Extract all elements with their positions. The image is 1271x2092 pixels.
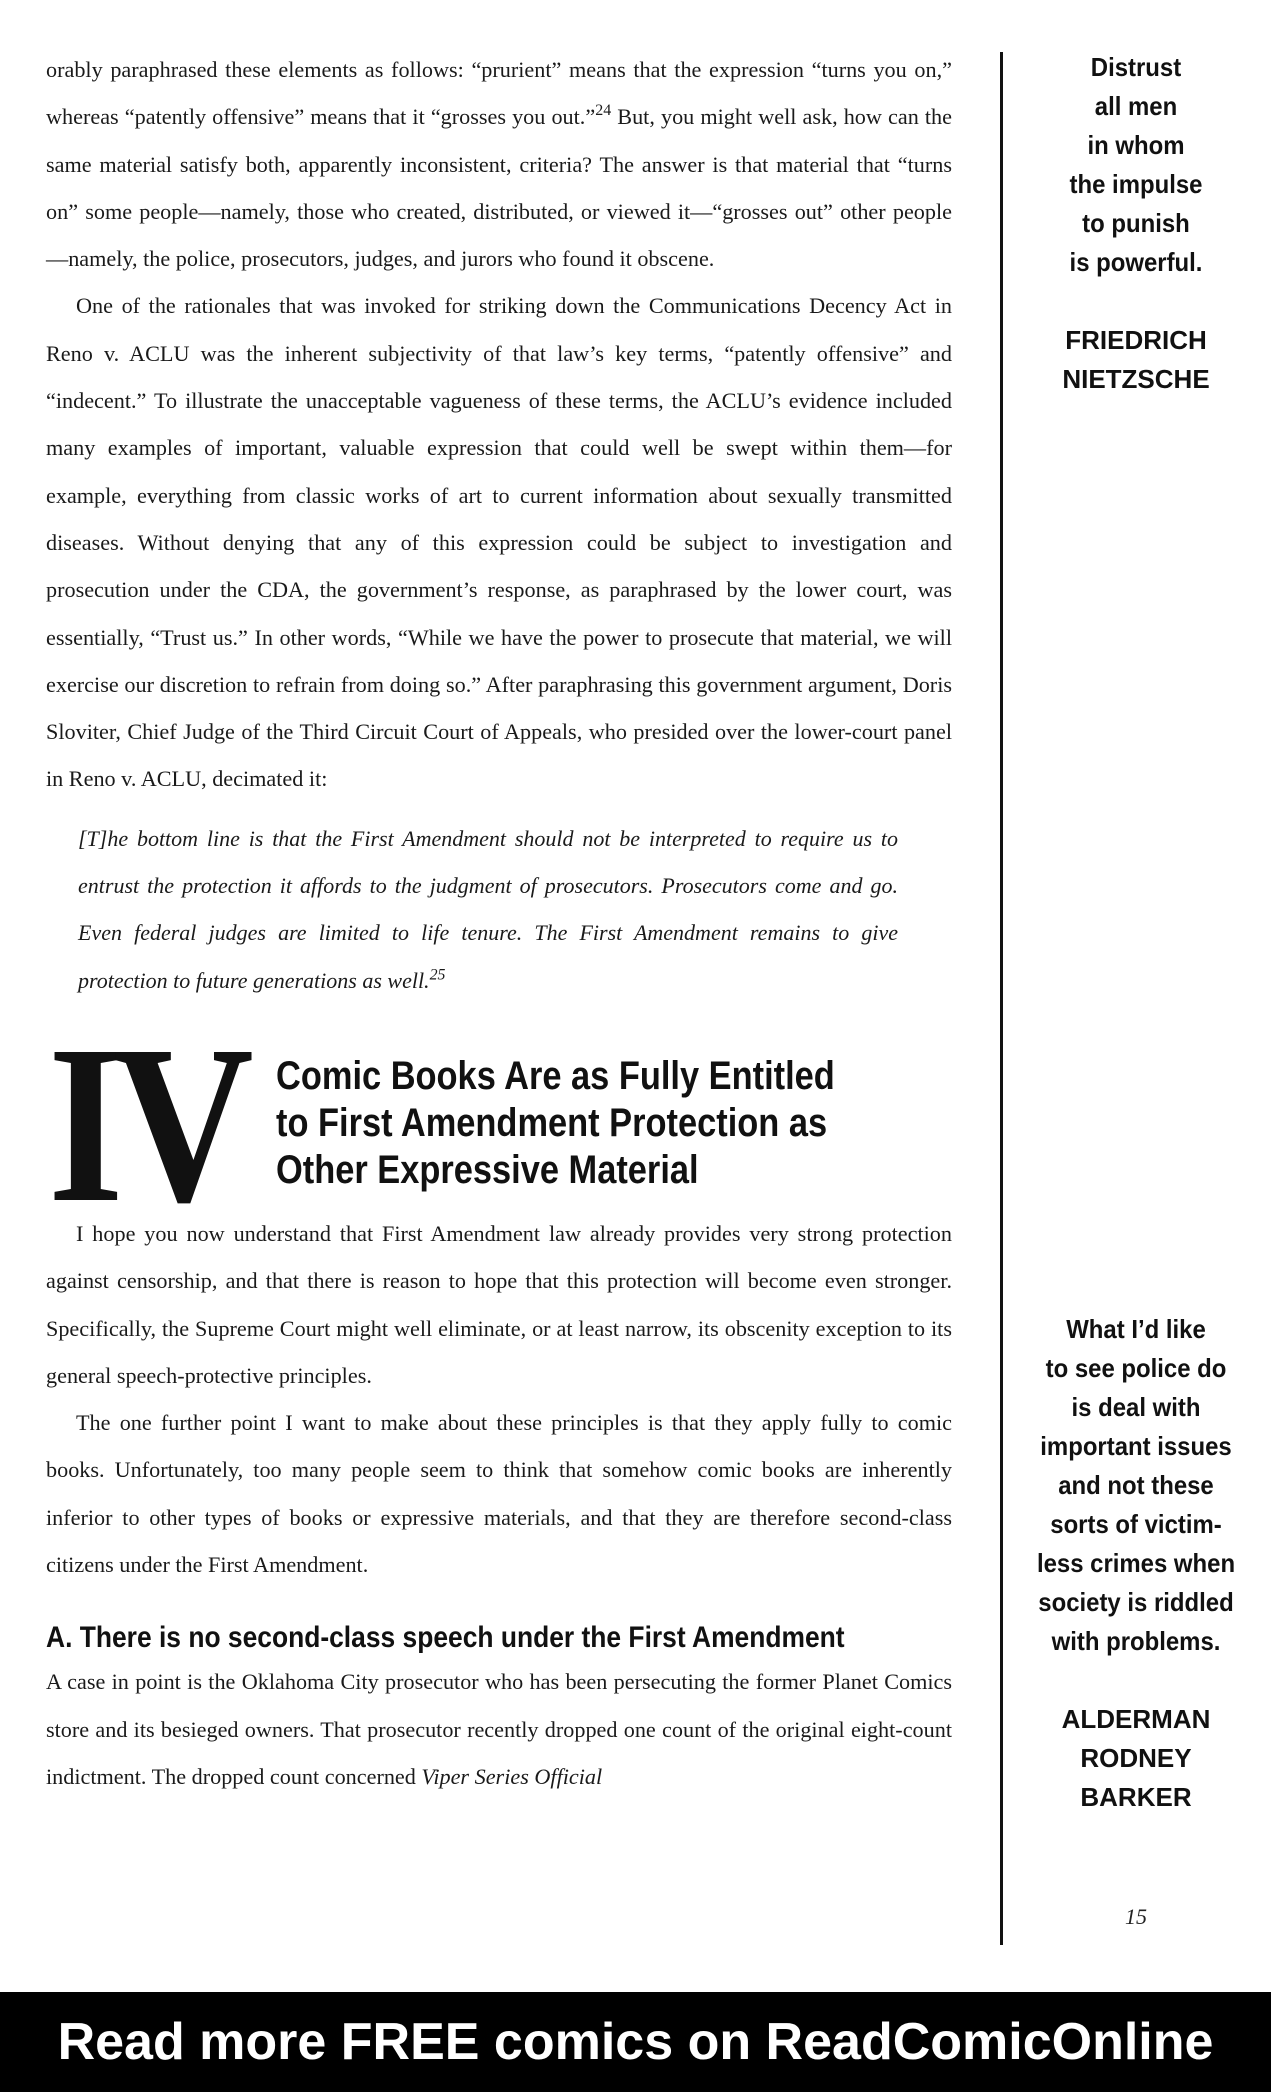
promo-banner-link[interactable]: Read more FREE comics on ReadComicOnline	[0, 1992, 1271, 2092]
subsection-title: A. There is no second-class speech under the First Amendment	[46, 1621, 845, 1655]
paragraph-1-text: orably paraphrased these elements as follows: “prurient” means that the expression “turns you on,” whereas “patently offensive” means that it “grosses you out.”	[46, 57, 952, 130]
footnote-24[interactable]: 24	[595, 102, 612, 120]
attribution-1-line: FRIEDRICH	[1065, 325, 1207, 355]
pull-quote-2-line: with problems.	[1051, 1626, 1221, 1656]
attribution-2-line: RODNEY	[1080, 1743, 1192, 1773]
attribution-1	[1012, 321, 1260, 399]
block-quote	[78, 815, 898, 1004]
pull-quote-2-line: society is riddled	[1038, 1587, 1234, 1617]
attribution-2-line: BARKER	[1080, 1782, 1192, 1812]
pull-quote-2-line: What I’d like	[1066, 1314, 1206, 1344]
sidebar-quote-nietzsche	[1012, 48, 1260, 399]
attribution-1-line: NIETZSCHE	[1062, 364, 1210, 394]
paragraph-2: One of the rationales that was invoked for striking down the Communications Decency Act in Reno v. ACLU was the inherent subjectivity of that law’s key terms, “patently offensive” and “indecent.” To illustrate the unacceptable vagueness of these terms, the ACLU’s evidence included many examples of important, valuable expression that could well be swept within them—for example, everything from classic works of art to current information about sexually transmitted diseases. Without denying that any of this expression could be subject to investigation and prosecution under the CDA, the government’s response, as paraphrased by the lower court, was essentially, “Trust us.” In other words, “While we have the power to prosecute that material, we will exercise our discretion to refrain from doing so.” After paraphrasing this government argument, Doris Sloviter, Chief Judge of the Third Circuit Court of Appeals, who presided over the lower-court panel in Reno v. ACLU, decimated it:	[46, 293, 952, 792]
pull-quote-1-line: the impulse	[1069, 169, 1203, 199]
paragraph-5-text: A case in point is the Oklahoma City prosecutor who has been persecuting the former Planet Comics store and its besieged owners. That prosecutor recently dropped one count of the original eight-count indictment. The dropped count concerned	[46, 1669, 952, 1789]
pull-quote-1-line: Distrust	[1090, 52, 1182, 82]
main-column	[46, 46, 952, 1800]
section-title: Comic Books Are as Fully Entitled to First Amendment Protection as Other Expressive Material	[276, 1054, 835, 1193]
section-number: IV	[48, 998, 244, 1249]
paragraph-4: The one further point I want to make about these principles is that they apply fully to comic books. Unfortunately, too many people seem to think that somehow comic books are inherently inferior to other types of books or expressive materials, and that they are therefore second-class citizens under the First Amendment.	[46, 1410, 952, 1578]
pull-quote-2-line: sorts of victim-	[1050, 1509, 1222, 1539]
paragraph-5-italic: Viper Series Official	[421, 1763, 603, 1789]
paragraph-1	[46, 46, 952, 282]
pull-quote-2	[1022, 1310, 1250, 1661]
sidebar-quote-barker	[1012, 1310, 1260, 1817]
page-number: 15	[1125, 1904, 1147, 1929]
pull-quote-1	[1022, 48, 1250, 282]
pull-quote-1-line: all men	[1094, 91, 1178, 121]
pull-quote-1-line: is powerful.	[1069, 247, 1203, 277]
attribution-2	[1012, 1700, 1260, 1817]
footnote-25[interactable]: 25	[429, 965, 446, 983]
pull-quote-2-line: to see police do	[1045, 1353, 1227, 1383]
pull-quote-2-line: is deal with	[1071, 1392, 1201, 1422]
section-heading	[46, 998, 952, 1249]
attribution-2-line: ALDERMAN	[1061, 1704, 1211, 1734]
paragraph-3: I hope you now understand that First Amendment law already provides very strong protection against censorship, and that there is reason to hope that this protection will become even stronger. Specifically, the Supreme Court might well eliminate, or at least narrow, its obscenity exception to its general speech-protective principles.	[46, 1220, 952, 1388]
pull-quote-1-line: to punish	[1082, 208, 1190, 238]
pull-quote-1-line: in whom	[1087, 130, 1185, 160]
column-divider	[1000, 52, 1003, 1945]
paragraph-5	[46, 1658, 952, 1800]
pull-quote-2-line: important issues	[1040, 1431, 1232, 1461]
paragraph-1-end: But, you might well ask, how can the same material satisfy both, apparently inconsistent, criteria? The answer is that material that “turns on” some people—namely, those who created, distributed, or viewed it—“grosses out” other people—namely, the police, prosecutors, judges, and jurors who found it obscene.	[46, 104, 952, 272]
pull-quote-2-line: and not these	[1058, 1470, 1214, 1500]
block-quote-text: [T]he bottom line is that the First Amendment should not be interpreted to require us to entrust the protection it affords to the judgment of prosecutors. Prosecutors come and go. Even federal judges are limited to life tenure. The First Amendment remains to give protection to future generations as well.	[78, 825, 898, 993]
pull-quote-2-line: less crimes when	[1036, 1548, 1236, 1578]
